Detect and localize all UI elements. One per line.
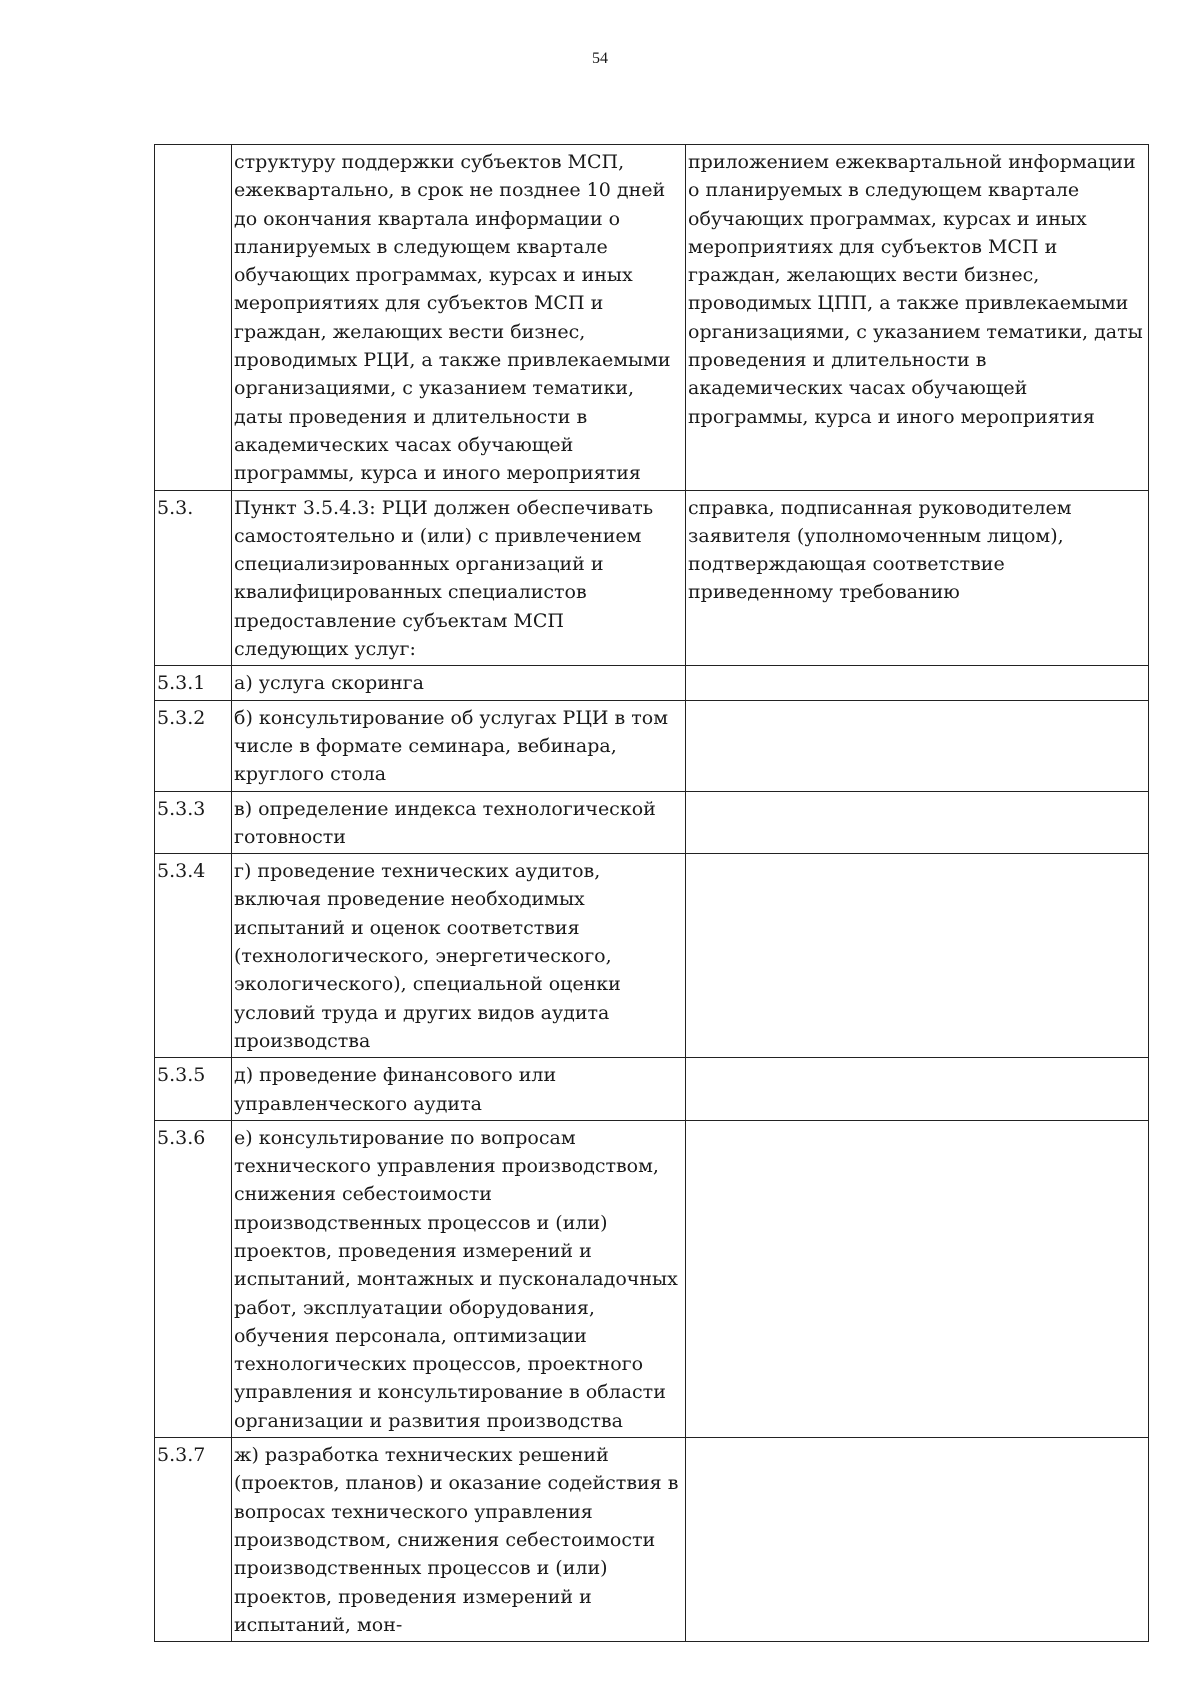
requirement-cell: Пункт 3.5.4.3: РЦИ должен обеспечивать самостоятельно и (или) с привлечением специализированных организаций и квалифицированных специалистов предоставление субъектам МСП следующих услуг: [232, 490, 686, 666]
row-number: 5.3.6 [155, 1120, 232, 1437]
row-number: 5.3. [155, 490, 232, 666]
document-cell [686, 791, 1149, 854]
table-row [155, 791, 1149, 854]
table-row [155, 1120, 1149, 1437]
table-row [155, 700, 1149, 791]
document-cell: приложением ежеквартальной информации о планируемых в следующем квартале обучающих программах, курсах и иных мероприятиях для субъектов МСП и граждан, желающих вести бизнес, проводимых ЦПП, а также привлекаемыми организациями, с указанием тематики, даты проведения и длительности в академических часах обучающей программы, курса и иного мероприятия [686, 145, 1149, 491]
table-row [155, 854, 1149, 1058]
requirement-cell: в) определение индекса технологической готовности [232, 791, 686, 854]
requirement-cell: структуру поддержки субъектов МСП, ежеквартально, в срок не позднее 10 дней до окончания квартала информации о планируемых в следующем квартале обучающих программах, курсах и иных мероприятиях для субъектов МСП и граждан, желающих вести бизнес, проводимых РЦИ, а также привлекаемыми организациями, с указанием тематики, даты проведения и длительности в академических часах обучающей программы, курса и иного мероприятия [232, 145, 686, 491]
row-number: 5.3.3 [155, 791, 232, 854]
requirement-cell: а) услуга скоринга [232, 666, 686, 700]
row-number: 5.3.5 [155, 1058, 232, 1121]
document-cell: справка, подписанная руководителем заявителя (уполномоченным лицом), подтверждающая соответствие приведенному требованию [686, 490, 1149, 666]
requirement-cell: ж) разработка технических решений (проектов, планов) и оказание содействия в вопросах технического управления производством, снижения себестоимости производственных процессов и (или) проектов, проведения измерений и испытаний, мон- [232, 1438, 686, 1642]
document-cell [686, 666, 1149, 700]
table-row [155, 666, 1149, 700]
row-number: 5.3.2 [155, 700, 232, 791]
requirement-cell: д) проведение финансового или управленческого аудита [232, 1058, 686, 1121]
requirement-cell: б) консультирование об услугах РЦИ в том числе в формате семинара, вебинара, круглого стола [232, 700, 686, 791]
document-cell [686, 1120, 1149, 1437]
requirement-cell: е) консультирование по вопросам технического управления производством, снижения себестоимости производственных процессов и (или) проектов, проведения измерений и испытаний, монтажных и пусконаладочных работ, эксплуатации оборудования, обучения персонала, оптимизации технологических процессов, проектного управления и консультирование в области организации и развития производства [232, 1120, 686, 1437]
requirements-table [154, 144, 1149, 1642]
row-number: 5.3.7 [155, 1438, 232, 1642]
document-cell [686, 854, 1149, 1058]
requirement-cell: г) проведение технических аудитов, включая проведение необходимых испытаний и оценок соответствия (технологического, энергетического, экологического), специальной оценки условий труда и других видов аудита производства [232, 854, 686, 1058]
document-cell [686, 700, 1149, 791]
row-number: 5.3.1 [155, 666, 232, 700]
row-number [155, 145, 232, 491]
document-cell [686, 1058, 1149, 1121]
document-cell [686, 1438, 1149, 1642]
table-row [155, 1438, 1149, 1642]
page-number: 54 [592, 50, 608, 67]
table-row [155, 145, 1149, 491]
table-row [155, 490, 1149, 666]
table-row [155, 1058, 1149, 1121]
row-number: 5.3.4 [155, 854, 232, 1058]
